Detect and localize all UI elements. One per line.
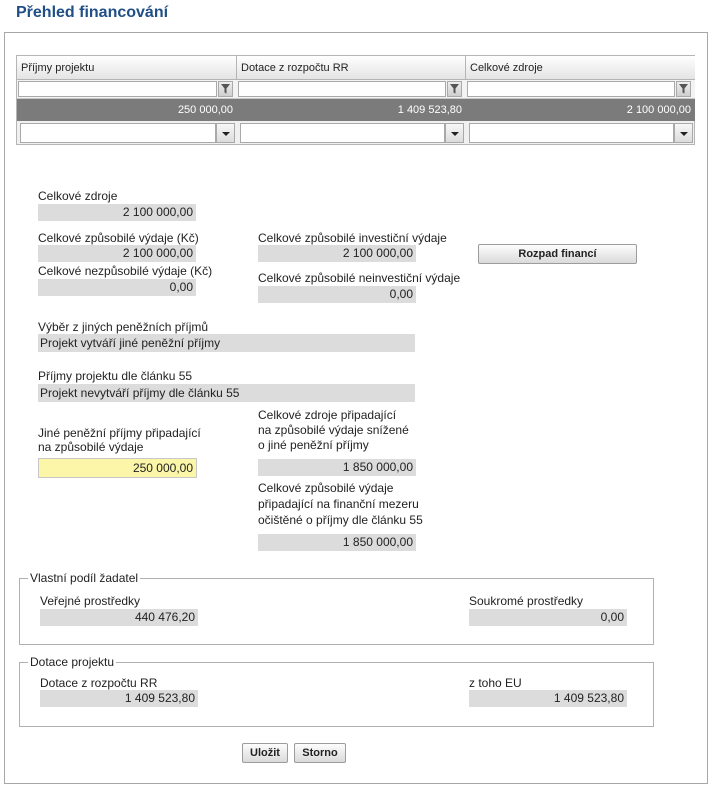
vlastni-podil-legend: Vlastní podíl žadatel [30,571,139,585]
jine-prijmy-input[interactable]: 250 000,00 [38,458,197,478]
dotace-rr-value: 1 409 523,80 [40,690,198,707]
celkove-zdroje-value: 2 100 000,00 [38,204,196,221]
column-header-celkove[interactable]: Celkové zdroje [466,56,695,80]
filter-input-prijmy[interactable] [18,81,217,97]
chevron-down-icon[interactable] [216,123,235,143]
filter-input-celkove[interactable] [467,81,675,97]
filter-input-dotace[interactable] [238,81,446,97]
column-header-dotace[interactable]: Dotace z rozpočtu RR [237,56,466,80]
snizene-label-line1: Celkové zdroje připadající [258,408,397,422]
filter-icon[interactable] [447,81,462,97]
aggregate-select-celkove[interactable] [466,122,695,144]
jine-label-line1: Jiné peněžní příjmy připadající [38,426,201,440]
czv-label: Celkové způsobilé výdaje (Kč) [38,231,199,245]
column-header-prijmy[interactable]: Příjmy projektu [17,56,237,80]
grid-cell-celkove[interactable]: 2 100 000,00 [466,99,695,121]
eu-label: z toho EU [469,676,522,690]
eu-value: 1 409 523,80 [469,690,627,707]
grid-cell-dotace[interactable]: 1 409 523,80 [237,99,466,121]
snizene-label-line3: o jiné peněžní příjmy [258,438,369,452]
filter-icon[interactable] [218,81,233,97]
filter-row-dotace [237,80,466,99]
czv-value: 2 100 000,00 [38,245,196,262]
celkove-zdroje-label: Celkové zdroje [38,189,118,203]
prijmy55-value: Projekt nevytváří příjmy dle článku 55 [38,384,415,402]
chevron-down-icon[interactable] [445,123,464,143]
aggregate-select-prijmy[interactable] [17,122,237,144]
cancel-button[interactable]: Storno [294,743,346,763]
czn-value: 0,00 [258,286,416,303]
filter-icon[interactable] [676,81,691,97]
chevron-down-icon[interactable] [674,123,693,143]
save-button[interactable]: Uložit [242,743,288,763]
mezera-label-line1: Celkové způsobilé výdaje [258,481,394,495]
czi-value: 2 100 000,00 [258,245,416,262]
snizene-label-line2: na způsobilé výdaje snížené [258,423,409,437]
dotace-rr-label: Dotace z rozpočtu RR [40,676,158,690]
dotace-projektu-legend: Dotace projektu [30,655,115,669]
soukrome-label: Soukromé prostředky [469,594,584,608]
mezera-label-line3: očištěné o příjmy dle článku 55 [258,513,423,527]
verejne-value: 440 476,20 [40,609,198,626]
filter-row-prijmy [17,80,237,99]
aggregate-select-dotace[interactable] [237,122,466,144]
cnv-label: Celkové nezpůsobilé výdaje (Kč) [38,264,213,278]
mezera-value: 1 850 000,00 [258,534,416,551]
prijmy55-label: Příjmy projektu dle článku 55 [38,369,193,383]
vyber-label: Výběr z jiných peněžních příjmů [38,320,209,334]
verejne-label: Veřejné prostředky [40,594,141,608]
jine-label-line2: na způsobilé výdaje [38,440,144,454]
page-title: Přehled financování [16,4,169,21]
mezera-label-line2: připadající na finanční mezeru [258,497,419,511]
cnv-value: 0,00 [38,279,196,296]
czi-label: Celkové způsobilé investiční výdaje [258,231,447,245]
financing-grid [16,55,695,145]
grid-cell-prijmy[interactable]: 250 000,00 [17,99,237,121]
snizene-value: 1 850 000,00 [258,459,416,476]
soukrome-value: 0,00 [469,609,627,626]
rozpad-financi-button[interactable]: Rozpad financí [478,244,637,264]
vlastni-podil-group [19,571,654,645]
vyber-value: Projekt vytváří jiné peněžní příjmy [38,334,415,352]
filter-row-celkove [466,80,695,99]
czn-label: Celkové způsobilé neinvestiční výdaje [258,271,461,285]
